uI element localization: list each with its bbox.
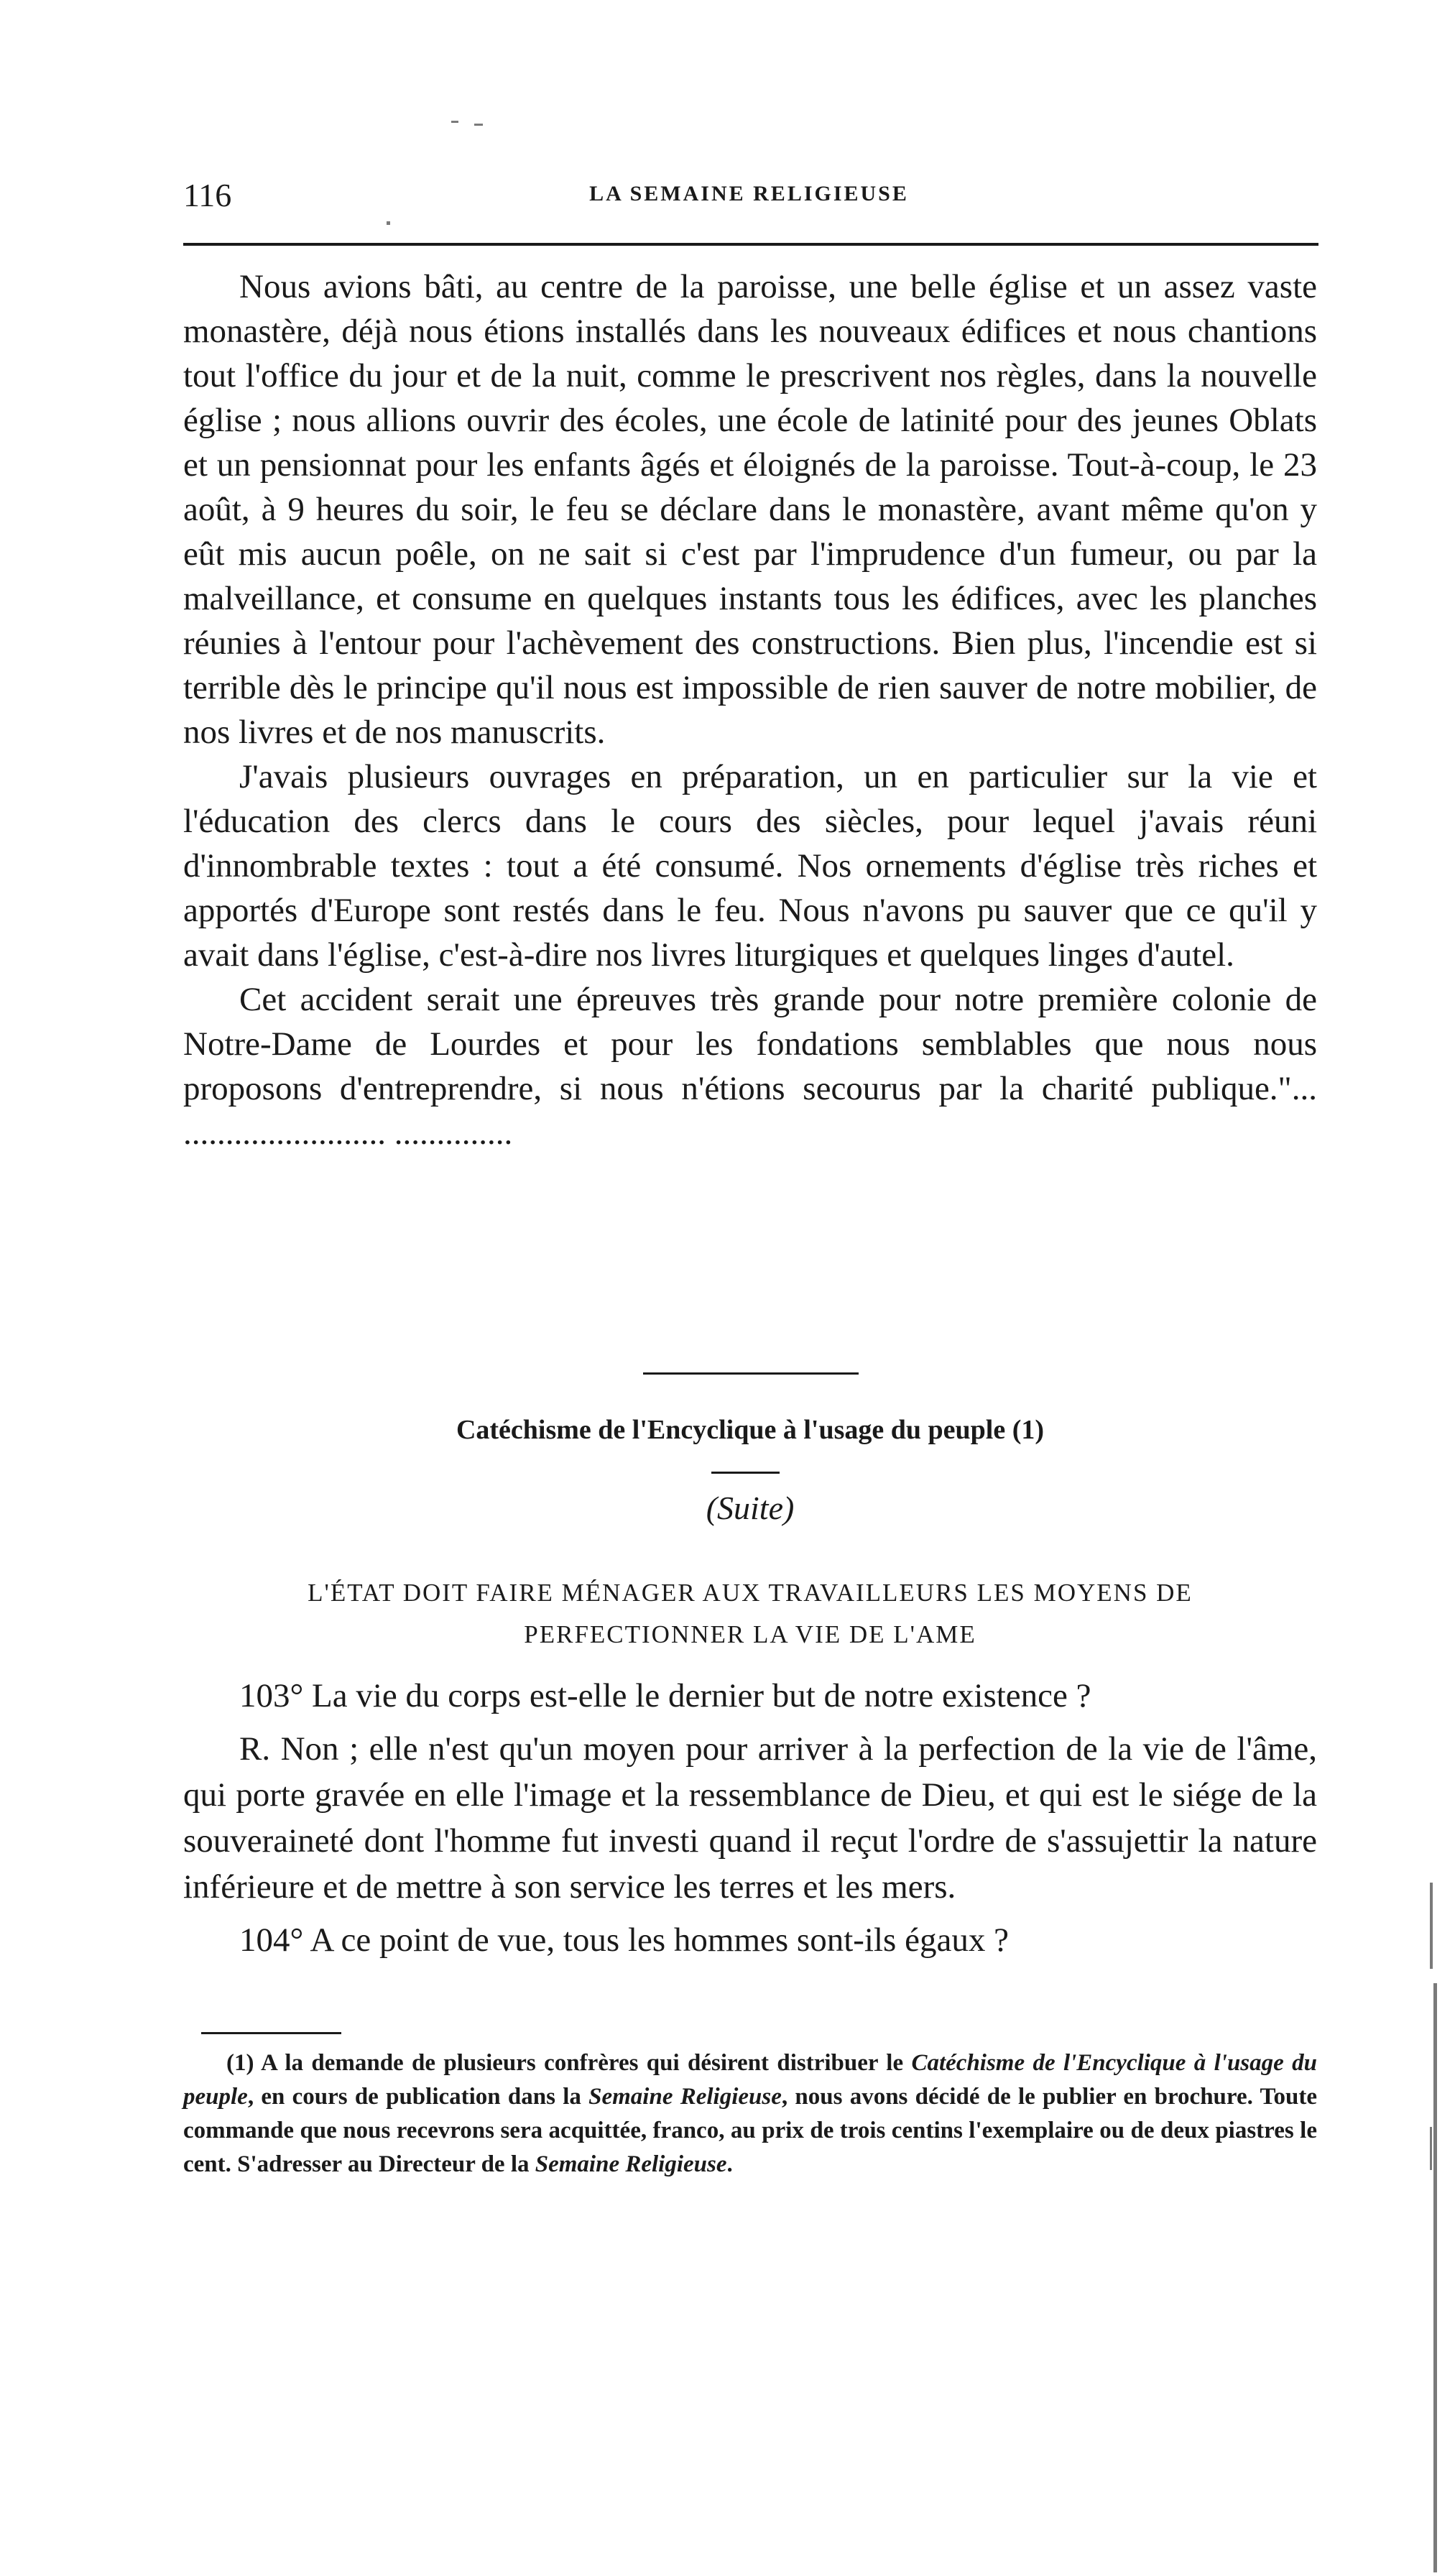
section-subtitle: (Suite) (706, 1490, 795, 1526)
section-heading: Catéchisme de l'Encyclique à l'usage du peuple (1) (456, 1415, 1045, 1445)
section-divider (643, 1372, 859, 1375)
answer-103: R. Non ; elle n'est qu'un moyen pour arriver à la perfection de la vie de l'âme, qui porte gravée en elle l'image et la ressemblance de Dieu, et qui est le siége de la souveraineté dont l'homme fut investi quand il reçut l'ordre de s'assujettir la nature inférieure et de mettre à son service les terres et les mers. (183, 1730, 1317, 1906)
chapter-heading-line-2: PERFECTIONNER LA VIE DE L'AME (524, 1620, 976, 1648)
scan-speck (451, 121, 458, 123)
paragraph-appeal: Cet accident serait une épreuves très grande pour notre première colonie de Notre-Dame de Lourdes et pour les fondations semblables que nous nous proposons d'entreprendre, si nous n'étions secourus par la charité publique."... ........................ .............. (183, 981, 1317, 1152)
paragraph-losses: J'avais plusieurs ouvrages en préparation, un en particulier sur la vie et l'éducation des clercs dans le cours des siècles, pour lequel j'avais réuni d'innombrable textes : tout a été consumé. Nos ornements d'église très riches et apportés d'Europe sont restés dans le feu. Nous n'avons pu sauver que ce qu'il y avait dans l'église, c'est-à-dire nos livres liturgiques et quelques linges d'autel. (183, 758, 1317, 974)
footnote-italic-publication: Semaine Religieuse (588, 2084, 782, 2110)
header-rule (183, 243, 1318, 246)
chapter-heading (183, 1572, 1317, 1656)
chapter-heading-line-1: L'ÉTAT DOIT FAIRE MÉNAGER AUX TRAVAILLEURS LES MOYENS DE (308, 1579, 1193, 1607)
page-header (183, 176, 1315, 226)
page-number: 116 (183, 177, 232, 213)
footnote-italic-title: Catéchisme de l'Encyclique à l'usage du peuple (183, 2050, 1317, 2110)
heading-underline (711, 1472, 780, 1474)
scan-speck (387, 221, 390, 225)
question-103: 103° La vie du corps est-elle le dernier but de notre existence ? (239, 1677, 1091, 1714)
scan-edge-mark (1430, 2127, 1432, 2170)
footnote (183, 2046, 1317, 2182)
catechism-qa (183, 1673, 1317, 1970)
running-title: LA SEMAINE RELIGIEUSE (589, 182, 909, 206)
footnote-part-3: , nous avons décidé de le publier en brochure. Toute commande que nous recevrons sera acquittée, franco, au prix de trois centins l'exemplaire ou de deux piastres le cent. S'adresser au Directeur de la (183, 2084, 1317, 2177)
footnote-rule (201, 2032, 341, 2034)
footnote-part-2: , en cours de publication dans la (247, 2084, 589, 2110)
footnote-part-1: (1) A la demande de plusieurs confrères qui désirent distribuer le (226, 2050, 912, 2076)
footnote-part-4: . (726, 2151, 733, 2177)
footnote-text (183, 2046, 1317, 2182)
letter-body (183, 264, 1317, 1155)
question-104: 104° A ce point de vue, tous les hommes sont-ils égaux ? (239, 1921, 1009, 1959)
scan-edge-mark (1433, 1983, 1437, 2572)
footnote-italic-publication-2: Semaine Religieuse (535, 2151, 727, 2177)
scan-speck (474, 124, 483, 126)
paragraph-fire-account: Nous avions bâti, au centre de la paroisse, une belle église et un assez vaste monastère, déjà nous étions installés dans les nouveaux édifices et nous chantions tout l'office du jour et de la nuit, comme le prescrivent nos règles, dans la nouvelle église ; nous allions ouvrir des écoles, une école de latinité pour des jeunes Oblats et un pensionnat pour les enfants âgés et éloignés de la paroisse. Tout-à-coup, le 23 août, à 9 heures du soir, le feu se déclare dans le monastère, avant même qu'on y eût mis aucun poêle, on ne sait si c'est par l'imprudence d'un fumeur, ou par la malveillance, et consume en quelques instants tous les édifices, avec les planches réunies à l'entour pour l'achèvement des constructions. Bien plus, l'incendie est si terrible dès le principe qu'il nous est impossible de rien sauver de notre mobilier, de nos livres et de nos manuscrits. (183, 268, 1317, 751)
scan-edge-mark (1430, 1883, 1433, 1969)
